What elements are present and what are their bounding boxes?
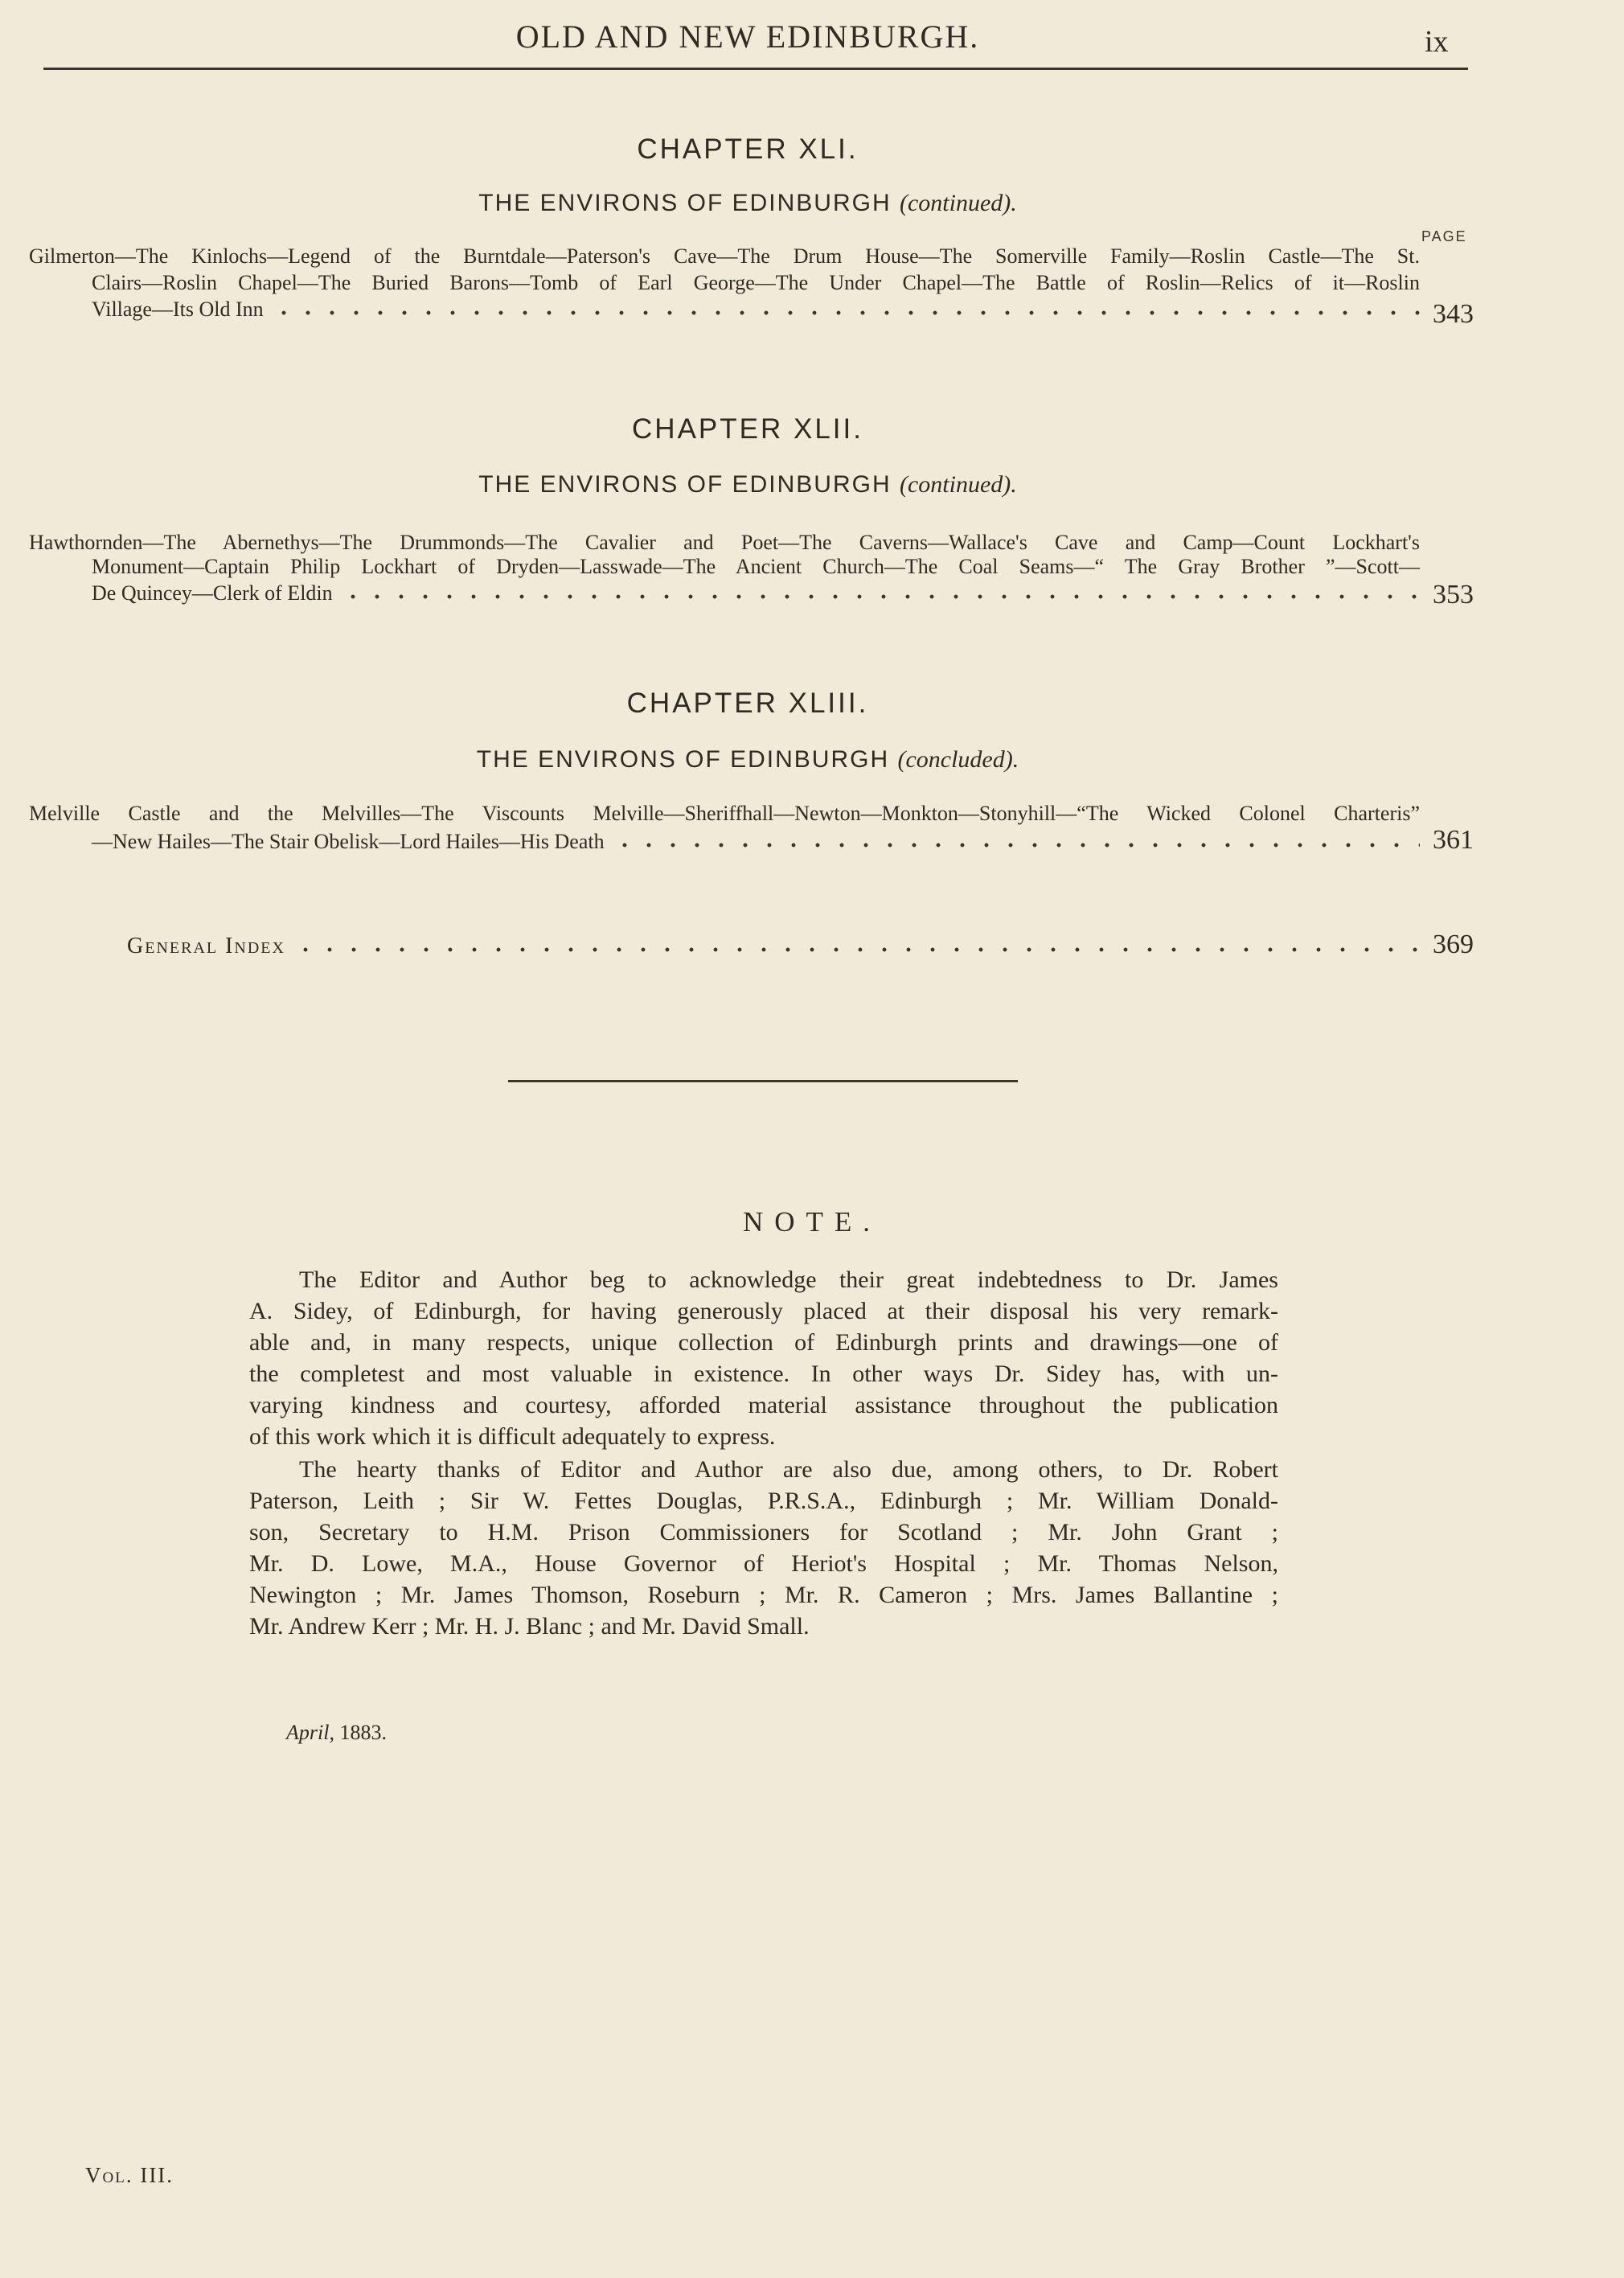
note-line: varying kindness and courtesy, afforded material assistance throughout the publication xyxy=(249,1392,1278,1418)
note-line: of this work which it is difficult adequately to express. xyxy=(249,1423,776,1450)
chapter-42-page: 353 xyxy=(1433,580,1474,610)
leader-dots xyxy=(293,946,1420,953)
running-title: OLD AND NEW EDINBURGH. xyxy=(515,18,980,55)
note-line: Paterson, Leith ; Sir W. Fettes Douglas, P.R.S.A., Edinburgh ; Mr. William Donald- xyxy=(249,1488,1278,1514)
chapter-43-page: 361 xyxy=(1433,825,1474,855)
chapter-41-line-3: Village—Its Old Inn xyxy=(92,296,1420,322)
note-line: A. Sidey, of Edinburgh, for having generously placed at their disposal his very remark- xyxy=(249,1298,1278,1324)
note-line: Newington ; Mr. James Thomson, Roseburn ; Mr. R. Cameron ; Mrs. James Ballantine ; xyxy=(249,1582,1278,1608)
chapter-41-page: 343 xyxy=(1433,299,1474,329)
general-index-entry: General Index xyxy=(127,934,1420,959)
note-line: the completest and most valuable in existence. In other ways Dr. Sidey has, with un- xyxy=(249,1361,1278,1387)
note-line: son, Secretary to H.M. Prison Commissioners for Scotland ; Mr. John Grant ; xyxy=(249,1519,1278,1545)
note-date: April, 1883. xyxy=(286,1721,387,1744)
chapter-41-subtitle: THE ENVIRONS OF EDINBURGH (continued). xyxy=(478,190,1017,216)
chapter-42-subtitle: THE ENVIRONS OF EDINBURGH (continued). xyxy=(478,471,1017,498)
note-heading: NOTE. xyxy=(742,1206,882,1238)
note-line: The Editor and Author beg to acknowledge their great indebtedness to Dr. James xyxy=(299,1266,1278,1293)
page-column-label: PAGE xyxy=(1421,228,1467,244)
chapter-41-title: CHAPTER XLI. xyxy=(637,133,859,165)
chapter-43-line-1: Melville Castle and the Melvilles—The Viscounts Melville—Sheriffhall—Newton—Monkton—Stonyhill—“The Wicked Colonel Charteris” xyxy=(29,802,1420,825)
chapter-43-title: CHAPTER XLIII. xyxy=(626,688,869,719)
volume-mark: Vol. III. xyxy=(85,2163,174,2187)
chapter-42-line-3: De Quincey—Clerk of Eldin xyxy=(92,580,1420,606)
header-rule xyxy=(43,68,1468,70)
note-line: The hearty thanks of Editor and Author are also due, among others, to Dr. Robert xyxy=(299,1456,1278,1483)
chapter-41-line-2: Clairs—Roslin Chapel—The Buried Barons—Tomb of Earl George—The Under Chapel—The Battle of Roslin—Relics of it—Roslin xyxy=(92,271,1420,294)
chapter-42-line-1: Hawthornden—The Abernethys—The Drummonds—The Cavalier and Poet—The Caverns—Wallace's Cave and Camp—Count Lockhart's xyxy=(29,531,1420,554)
note-line: Mr. D. Lowe, M.A., House Governor of Heriot's Hospital ; Mr. Thomas Nelson, xyxy=(249,1550,1278,1577)
page-folio: ix xyxy=(1425,25,1449,59)
section-divider xyxy=(508,1080,1018,1082)
chapter-42-title: CHAPTER XLII. xyxy=(632,413,863,445)
note-line: Mr. Andrew Kerr ; Mr. H. J. Blanc ; and Mr. David Small. xyxy=(249,1613,810,1640)
chapter-41-line-1: Gilmerton—The Kinlochs—Legend of the Burntdale—Paterson's Cave—The Drum House—The Somerville Family—Roslin Castle—The St. xyxy=(29,244,1420,268)
chapter-43-subtitle: THE ENVIRONS OF EDINBURGH (concluded). xyxy=(476,746,1019,773)
leader-dots xyxy=(613,842,1420,848)
leader-dots xyxy=(341,593,1420,600)
note-line: able and, in many respects, unique collection of Edinburgh prints and drawings—one of xyxy=(249,1329,1278,1356)
leader-dots xyxy=(272,310,1420,316)
chapter-43-line-2: —New Hailes—The Stair Obelisk—Lord Hailes—His Death xyxy=(92,828,1420,855)
general-index-page: 369 xyxy=(1433,930,1474,959)
chapter-42-line-2: Monument—Captain Philip Lockhart of Dryden—Lasswade—The Ancient Church—The Coal Seams—“ The Gray Brother ”—Scott— xyxy=(92,555,1420,578)
